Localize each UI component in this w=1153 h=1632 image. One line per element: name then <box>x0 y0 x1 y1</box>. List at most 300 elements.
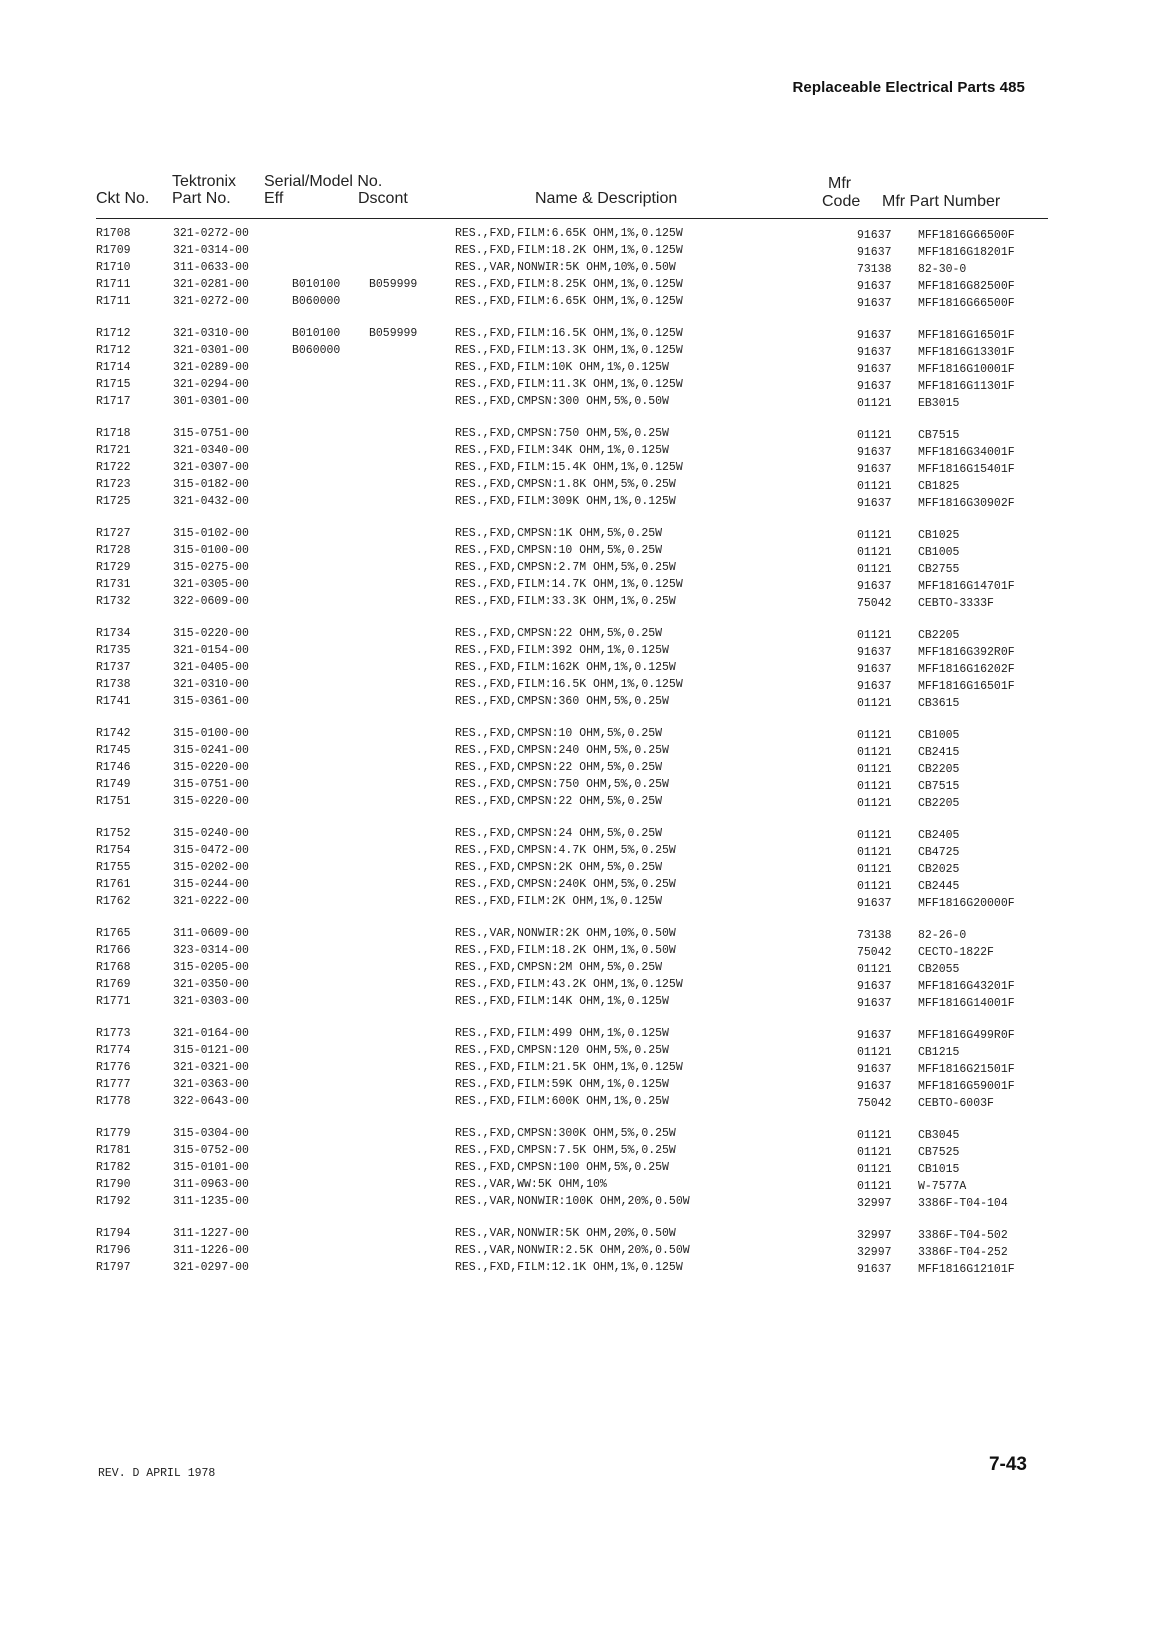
ckt-number: R1781 <box>96 1144 131 1157</box>
ckt-number: R1797 <box>96 1261 131 1274</box>
mfr-part-number: CB2415 <box>918 746 960 759</box>
description: RES.,FXD,FILM:16.5K OHM,1%,0.125W <box>455 327 683 340</box>
part-number: 315-0751-00 <box>173 778 249 791</box>
table-row <box>0 1061 1153 1078</box>
mfr-part-number: MFF1816G10001F <box>918 363 1015 376</box>
mfr-part-number: MFF1816G34001F <box>918 446 1015 459</box>
table-row <box>0 344 1153 361</box>
part-number: 321-0321-00 <box>173 1061 249 1074</box>
description: RES.,FXD,FILM:18.2K OHM,1%,0.125W <box>455 244 683 257</box>
footer-page-number: 7-43 <box>988 1454 1027 1475</box>
eff-serial: B060000 <box>292 295 341 308</box>
part-number: 315-0240-00 <box>173 827 249 840</box>
ckt-number: R1752 <box>96 827 131 840</box>
description: RES.,FXD,FILM:43.2K OHM,1%,0.125W <box>455 978 683 991</box>
description: RES.,FXD,CMPSN:1K OHM,5%,0.25W <box>455 527 663 540</box>
mfr-part-number: CB1005 <box>918 546 960 559</box>
table-row <box>0 795 1153 812</box>
mfr-part-number: CB2205 <box>918 763 960 776</box>
mfr-code: 91637 <box>857 446 892 459</box>
mfr-part-number: CEBTO-6003F <box>918 1097 994 1110</box>
part-number: 311-1226-00 <box>173 1244 249 1257</box>
parts-table <box>0 227 1153 1293</box>
mfr-code: 01121 <box>857 1046 892 1059</box>
mfr-code: 91637 <box>857 1029 892 1042</box>
part-number: 321-0272-00 <box>173 227 249 240</box>
mfr-part-number: MFF1816G392R0F <box>918 646 1015 659</box>
part-number: 321-0164-00 <box>173 1027 249 1040</box>
ckt-number: R1773 <box>96 1027 131 1040</box>
table-row <box>0 1261 1153 1278</box>
row-group <box>0 1227 1153 1278</box>
part-number: 321-0307-00 <box>173 461 249 474</box>
description: RES.,FXD,FILM:499 OHM,1%,0.125W <box>455 1027 669 1040</box>
part-number: 301-0301-00 <box>173 395 249 408</box>
table-row <box>0 544 1153 561</box>
row-group <box>0 227 1153 312</box>
part-number: 315-0244-00 <box>173 878 249 891</box>
part-number: 311-1227-00 <box>173 1227 249 1240</box>
description: RES.,FXD,CMPSN:22 OHM,5%,0.25W <box>455 627 663 640</box>
part-number: 315-0751-00 <box>173 427 249 440</box>
mfr-code: 91637 <box>857 1080 892 1093</box>
col-ckt-no: Ckt No. <box>96 190 150 207</box>
table-row <box>0 1095 1153 1112</box>
mfr-part-number: CB2205 <box>918 797 960 810</box>
mfr-code: 01121 <box>857 846 892 859</box>
table-row <box>0 578 1153 595</box>
part-number: 315-0220-00 <box>173 761 249 774</box>
mfr-part-number: CECTO-1822F <box>918 946 994 959</box>
description: RES.,FXD,FILM:13.3K OHM,1%,0.125W <box>455 344 683 357</box>
dscont-serial: B059999 <box>369 327 418 340</box>
description: RES.,FXD,CMPSN:10 OHM,5%,0.25W <box>455 727 663 740</box>
mfr-part-number: CB2055 <box>918 963 960 976</box>
part-number: 321-0363-00 <box>173 1078 249 1091</box>
part-number: 321-0432-00 <box>173 495 249 508</box>
ckt-number: R1717 <box>96 395 131 408</box>
ckt-number: R1710 <box>96 261 131 274</box>
mfr-part-number: CB1005 <box>918 729 960 742</box>
description: RES.,FXD,FILM:33.3K OHM,1%,0.25W <box>455 595 676 608</box>
mfr-code: 91637 <box>857 646 892 659</box>
mfr-part-number: MFF1816G30902F <box>918 497 1015 510</box>
mfr-code: 91637 <box>857 463 892 476</box>
mfr-part-number: MFF1816G20000F <box>918 897 1015 910</box>
mfr-code: 73138 <box>857 929 892 942</box>
mfr-code: 91637 <box>857 229 892 242</box>
mfr-part-number: CB1825 <box>918 480 960 493</box>
part-number: 315-0304-00 <box>173 1127 249 1140</box>
part-number: 315-0100-00 <box>173 544 249 557</box>
description: RES.,VAR,NONWIR:5K OHM,20%,0.50W <box>455 1227 676 1240</box>
mfr-code: 01121 <box>857 880 892 893</box>
ckt-number: R1749 <box>96 778 131 791</box>
mfr-code: 91637 <box>857 580 892 593</box>
mfr-code: 75042 <box>857 597 892 610</box>
mfr-part-number: MFF1816G16202F <box>918 663 1015 676</box>
description: RES.,VAR,NONWIR:5K OHM,10%,0.50W <box>455 261 676 274</box>
part-number: 315-0102-00 <box>173 527 249 540</box>
ckt-number: R1729 <box>96 561 131 574</box>
mfr-part-number: 82-30-0 <box>918 263 967 276</box>
ckt-number: R1762 <box>96 895 131 908</box>
mfr-part-number: MFF1816G16501F <box>918 680 1015 693</box>
part-number: 321-0289-00 <box>173 361 249 374</box>
mfr-part-number: CB2445 <box>918 880 960 893</box>
ckt-number: R1725 <box>96 495 131 508</box>
ckt-number: R1779 <box>96 1127 131 1140</box>
part-number: 321-0310-00 <box>173 327 249 340</box>
ckt-number: R1774 <box>96 1044 131 1057</box>
mfr-code: 01121 <box>857 397 892 410</box>
mfr-part-number: MFF1816G66500F <box>918 229 1015 242</box>
description: RES.,FXD,FILM:14.7K OHM,1%,0.125W <box>455 578 683 591</box>
part-number: 321-0222-00 <box>173 895 249 908</box>
mfr-code: 75042 <box>857 946 892 959</box>
mfr-code: 91637 <box>857 329 892 342</box>
mfr-part-number: 3386F-T04-252 <box>918 1246 1008 1259</box>
description: RES.,FXD,FILM:600K OHM,1%,0.25W <box>455 1095 669 1108</box>
description: RES.,FXD,CMPSN:10 OHM,5%,0.25W <box>455 544 663 557</box>
description: RES.,FXD,CMPSN:360 OHM,5%,0.25W <box>455 695 669 708</box>
eff-serial: B010100 <box>292 327 341 340</box>
mfr-code: 01121 <box>857 746 892 759</box>
table-row <box>0 1227 1153 1244</box>
description: RES.,FXD,CMPSN:22 OHM,5%,0.25W <box>455 761 663 774</box>
mfr-part-number: CB2205 <box>918 629 960 642</box>
mfr-code: 91637 <box>857 997 892 1010</box>
ckt-number: R1712 <box>96 327 131 340</box>
description: RES.,FXD,CMPSN:2M OHM,5%,0.25W <box>455 961 663 974</box>
col-eff: Eff <box>264 190 284 207</box>
mfr-code: 01121 <box>857 863 892 876</box>
table-row <box>0 527 1153 544</box>
col-mfr: Mfr <box>828 175 852 192</box>
mfr-part-number: MFF1816G13301F <box>918 346 1015 359</box>
ckt-number: R1778 <box>96 1095 131 1108</box>
mfr-part-number: 82-26-0 <box>918 929 967 942</box>
description: RES.,FXD,FILM:10K OHM,1%,0.125W <box>455 361 669 374</box>
table-row <box>0 895 1153 912</box>
description: RES.,VAR,NONWIR:2K OHM,10%,0.50W <box>455 927 676 940</box>
part-number: 321-0294-00 <box>173 378 249 391</box>
col-mfr-part-number: Mfr Part Number <box>882 193 1001 210</box>
mfr-code: 01121 <box>857 829 892 842</box>
ckt-number: R1755 <box>96 861 131 874</box>
description: RES.,FXD,CMPSN:4.7K OHM,5%,0.25W <box>455 844 676 857</box>
mfr-part-number: MFF1816G14701F <box>918 580 1015 593</box>
description: RES.,FXD,FILM:11.3K OHM,1%,0.125W <box>455 378 683 391</box>
table-row <box>0 1144 1153 1161</box>
description: RES.,FXD,CMPSN:2K OHM,5%,0.25W <box>455 861 663 874</box>
mfr-code: 91637 <box>857 297 892 310</box>
header-rule <box>96 218 1048 219</box>
table-row <box>0 1178 1153 1195</box>
ckt-number: R1769 <box>96 978 131 991</box>
description: RES.,FXD,FILM:2K OHM,1%,0.125W <box>455 895 663 908</box>
table-row <box>0 461 1153 478</box>
part-number: 315-0275-00 <box>173 561 249 574</box>
ckt-number: R1731 <box>96 578 131 591</box>
ckt-number: R1708 <box>96 227 131 240</box>
mfr-code: 01121 <box>857 429 892 442</box>
mfr-code: 91637 <box>857 497 892 510</box>
part-number: 321-0281-00 <box>173 278 249 291</box>
mfr-part-number: MFF1816G499R0F <box>918 1029 1015 1042</box>
ckt-number: R1765 <box>96 927 131 940</box>
ckt-number: R1796 <box>96 1244 131 1257</box>
table-row <box>0 995 1153 1012</box>
row-group <box>0 1027 1153 1112</box>
part-number: 322-0643-00 <box>173 1095 249 1108</box>
description: RES.,FXD,FILM:6.65K OHM,1%,0.125W <box>455 227 683 240</box>
mfr-part-number: 3386F-T04-104 <box>918 1197 1008 1210</box>
table-row <box>0 327 1153 344</box>
mfr-code: 91637 <box>857 1263 892 1276</box>
part-number: 311-0633-00 <box>173 261 249 274</box>
table-row <box>0 444 1153 461</box>
description: RES.,FXD,CMPSN:240K OHM,5%,0.25W <box>455 878 676 891</box>
table-row <box>0 761 1153 778</box>
ckt-number: R1746 <box>96 761 131 774</box>
mfr-code: 32997 <box>857 1246 892 1259</box>
ckt-number: R1771 <box>96 995 131 1008</box>
mfr-part-number: CB3045 <box>918 1129 960 1142</box>
col-code: Code <box>822 193 861 210</box>
row-group <box>0 327 1153 412</box>
mfr-part-number: CB1015 <box>918 1163 960 1176</box>
description: RES.,FXD,CMPSN:24 OHM,5%,0.25W <box>455 827 663 840</box>
part-number: 315-0121-00 <box>173 1044 249 1057</box>
dscont-serial: B059999 <box>369 278 418 291</box>
table-row <box>0 861 1153 878</box>
mfr-part-number: MFF1816G18201F <box>918 246 1015 259</box>
mfr-part-number: MFF1816G15401F <box>918 463 1015 476</box>
mfr-code: 01121 <box>857 629 892 642</box>
mfr-part-number: CEBTO-3333F <box>918 597 994 610</box>
row-group <box>0 827 1153 912</box>
ckt-number: R1728 <box>96 544 131 557</box>
part-number: 321-0405-00 <box>173 661 249 674</box>
mfr-part-number: CB7515 <box>918 780 960 793</box>
ckt-number: R1735 <box>96 644 131 657</box>
ckt-number: R1714 <box>96 361 131 374</box>
mfr-part-number: 3386F-T04-502 <box>918 1229 1008 1242</box>
description: RES.,VAR,NONWIR:100K OHM,20%,0.50W <box>455 1195 690 1208</box>
eff-serial: B060000 <box>292 344 341 357</box>
ckt-number: R1777 <box>96 1078 131 1091</box>
mfr-code: 91637 <box>857 680 892 693</box>
ckt-number: R1721 <box>96 444 131 457</box>
mfr-code: 91637 <box>857 663 892 676</box>
table-row <box>0 295 1153 312</box>
mfr-code: 01121 <box>857 763 892 776</box>
ckt-number: R1761 <box>96 878 131 891</box>
table-row <box>0 678 1153 695</box>
description: RES.,FXD,FILM:15.4K OHM,1%,0.125W <box>455 461 683 474</box>
mfr-part-number: MFF1816G14001F <box>918 997 1015 1010</box>
description: RES.,FXD,CMPSN:750 OHM,5%,0.25W <box>455 427 669 440</box>
mfr-part-number: CB3615 <box>918 697 960 710</box>
description: RES.,FXD,CMPSN:750 OHM,5%,0.25W <box>455 778 669 791</box>
mfr-part-number: MFF1816G82500F <box>918 280 1015 293</box>
description: RES.,FXD,FILM:162K OHM,1%,0.125W <box>455 661 676 674</box>
ckt-number: R1782 <box>96 1161 131 1174</box>
description: RES.,FXD,FILM:18.2K OHM,1%,0.50W <box>455 944 676 957</box>
table-row <box>0 1195 1153 1212</box>
table-row <box>0 378 1153 395</box>
table-row <box>0 661 1153 678</box>
table-row <box>0 744 1153 761</box>
table-row <box>0 961 1153 978</box>
ckt-number: R1722 <box>96 461 131 474</box>
col-part-no: Part No. <box>172 190 231 207</box>
description: RES.,FXD,CMPSN:300K OHM,5%,0.25W <box>455 1127 676 1140</box>
part-number: 321-0314-00 <box>173 244 249 257</box>
mfr-part-number: CB2405 <box>918 829 960 842</box>
mfr-part-number: CB2755 <box>918 563 960 576</box>
part-number: 321-0301-00 <box>173 344 249 357</box>
row-group <box>0 527 1153 612</box>
mfr-part-number: CB1025 <box>918 529 960 542</box>
description: RES.,FXD,FILM:14K OHM,1%,0.125W <box>455 995 669 1008</box>
ckt-number: R1709 <box>96 244 131 257</box>
mfr-part-number: CB7515 <box>918 429 960 442</box>
table-row <box>0 695 1153 712</box>
col-name-description: Name & Description <box>535 190 678 207</box>
part-number: 315-0205-00 <box>173 961 249 974</box>
table-row <box>0 727 1153 744</box>
row-group <box>0 1127 1153 1212</box>
description: RES.,FXD,FILM:392 OHM,1%,0.125W <box>455 644 669 657</box>
mfr-part-number: CB1215 <box>918 1046 960 1059</box>
table-row <box>0 278 1153 295</box>
mfr-code: 01121 <box>857 729 892 742</box>
mfr-code: 32997 <box>857 1229 892 1242</box>
part-number: 315-0220-00 <box>173 627 249 640</box>
description: RES.,FXD,FILM:8.25K OHM,1%,0.125W <box>455 278 683 291</box>
ckt-number: R1790 <box>96 1178 131 1191</box>
description: RES.,FXD,FILM:34K OHM,1%,0.125W <box>455 444 669 457</box>
part-number: 321-0340-00 <box>173 444 249 457</box>
mfr-part-number: MFF1816G21501F <box>918 1063 1015 1076</box>
ckt-number: R1711 <box>96 295 131 308</box>
mfr-part-number: MFF1816G12101F <box>918 1263 1015 1276</box>
part-number: 321-0154-00 <box>173 644 249 657</box>
mfr-code: 01121 <box>857 1163 892 1176</box>
table-row <box>0 261 1153 278</box>
part-number: 321-0303-00 <box>173 995 249 1008</box>
part-number: 321-0310-00 <box>173 678 249 691</box>
description: RES.,FXD,FILM:309K OHM,1%,0.125W <box>455 495 676 508</box>
table-row <box>0 1127 1153 1144</box>
table-row <box>0 778 1153 795</box>
mfr-code: 91637 <box>857 246 892 259</box>
mfr-part-number: CB7525 <box>918 1146 960 1159</box>
ckt-number: R1738 <box>96 678 131 691</box>
mfr-code: 01121 <box>857 697 892 710</box>
ckt-number: R1742 <box>96 727 131 740</box>
part-number: 315-0472-00 <box>173 844 249 857</box>
mfr-part-number: MFF1816G59001F <box>918 1080 1015 1093</box>
table-row <box>0 944 1153 961</box>
ckt-number: R1711 <box>96 278 131 291</box>
mfr-part-number: MFF1816G66500F <box>918 297 1015 310</box>
mfr-code: 91637 <box>857 380 892 393</box>
ckt-number: R1712 <box>96 344 131 357</box>
col-dscont: Dscont <box>358 190 408 207</box>
part-number: 315-0100-00 <box>173 727 249 740</box>
row-group <box>0 727 1153 812</box>
ckt-number: R1737 <box>96 661 131 674</box>
ckt-number: R1745 <box>96 744 131 757</box>
part-number: 311-0609-00 <box>173 927 249 940</box>
table-row <box>0 1161 1153 1178</box>
mfr-code: 91637 <box>857 980 892 993</box>
description: RES.,FXD,FILM:59K OHM,1%,0.125W <box>455 1078 669 1091</box>
ckt-number: R1751 <box>96 795 131 808</box>
part-number: 311-0963-00 <box>173 1178 249 1191</box>
mfr-code: 91637 <box>857 363 892 376</box>
table-row <box>0 844 1153 861</box>
table-row <box>0 978 1153 995</box>
table-row <box>0 244 1153 261</box>
part-number: 323-0314-00 <box>173 944 249 957</box>
mfr-code: 91637 <box>857 280 892 293</box>
description: RES.,FXD,CMPSN:100 OHM,5%,0.25W <box>455 1161 669 1174</box>
ckt-number: R1715 <box>96 378 131 391</box>
mfr-code: 01121 <box>857 563 892 576</box>
mfr-part-number: CB2025 <box>918 863 960 876</box>
table-row <box>0 1078 1153 1095</box>
eff-serial: B010100 <box>292 278 341 291</box>
mfr-code: 91637 <box>857 1063 892 1076</box>
ckt-number: R1741 <box>96 695 131 708</box>
mfr-code: 01121 <box>857 529 892 542</box>
table-row <box>0 878 1153 895</box>
part-number: 321-0272-00 <box>173 295 249 308</box>
mfr-part-number: MFF1816G43201F <box>918 980 1015 993</box>
ckt-number: R1723 <box>96 478 131 491</box>
ckt-number: R1734 <box>96 627 131 640</box>
mfr-part-number: MFF1816G11301F <box>918 380 1015 393</box>
description: RES.,FXD,CMPSN:120 OHM,5%,0.25W <box>455 1044 669 1057</box>
mfr-code: 01121 <box>857 1146 892 1159</box>
table-row <box>0 1044 1153 1061</box>
ckt-number: R1732 <box>96 595 131 608</box>
row-group <box>0 627 1153 712</box>
row-group <box>0 927 1153 1012</box>
mfr-code: 91637 <box>857 346 892 359</box>
description: RES.,VAR,WW:5K OHM,10% <box>455 1178 607 1191</box>
mfr-code: 75042 <box>857 1097 892 1110</box>
mfr-code: 01121 <box>857 546 892 559</box>
table-row <box>0 427 1153 444</box>
part-number: 315-0220-00 <box>173 795 249 808</box>
part-number: 321-0305-00 <box>173 578 249 591</box>
mfr-part-number: EB3015 <box>918 397 960 410</box>
table-row <box>0 1027 1153 1044</box>
description: RES.,FXD,CMPSN:240 OHM,5%,0.25W <box>455 744 669 757</box>
ckt-number: R1766 <box>96 944 131 957</box>
row-group <box>0 427 1153 512</box>
mfr-code: 73138 <box>857 263 892 276</box>
part-number: 315-0101-00 <box>173 1161 249 1174</box>
mfr-code: 01121 <box>857 797 892 810</box>
table-row <box>0 227 1153 244</box>
mfr-part-number: W-7577A <box>918 1180 967 1193</box>
